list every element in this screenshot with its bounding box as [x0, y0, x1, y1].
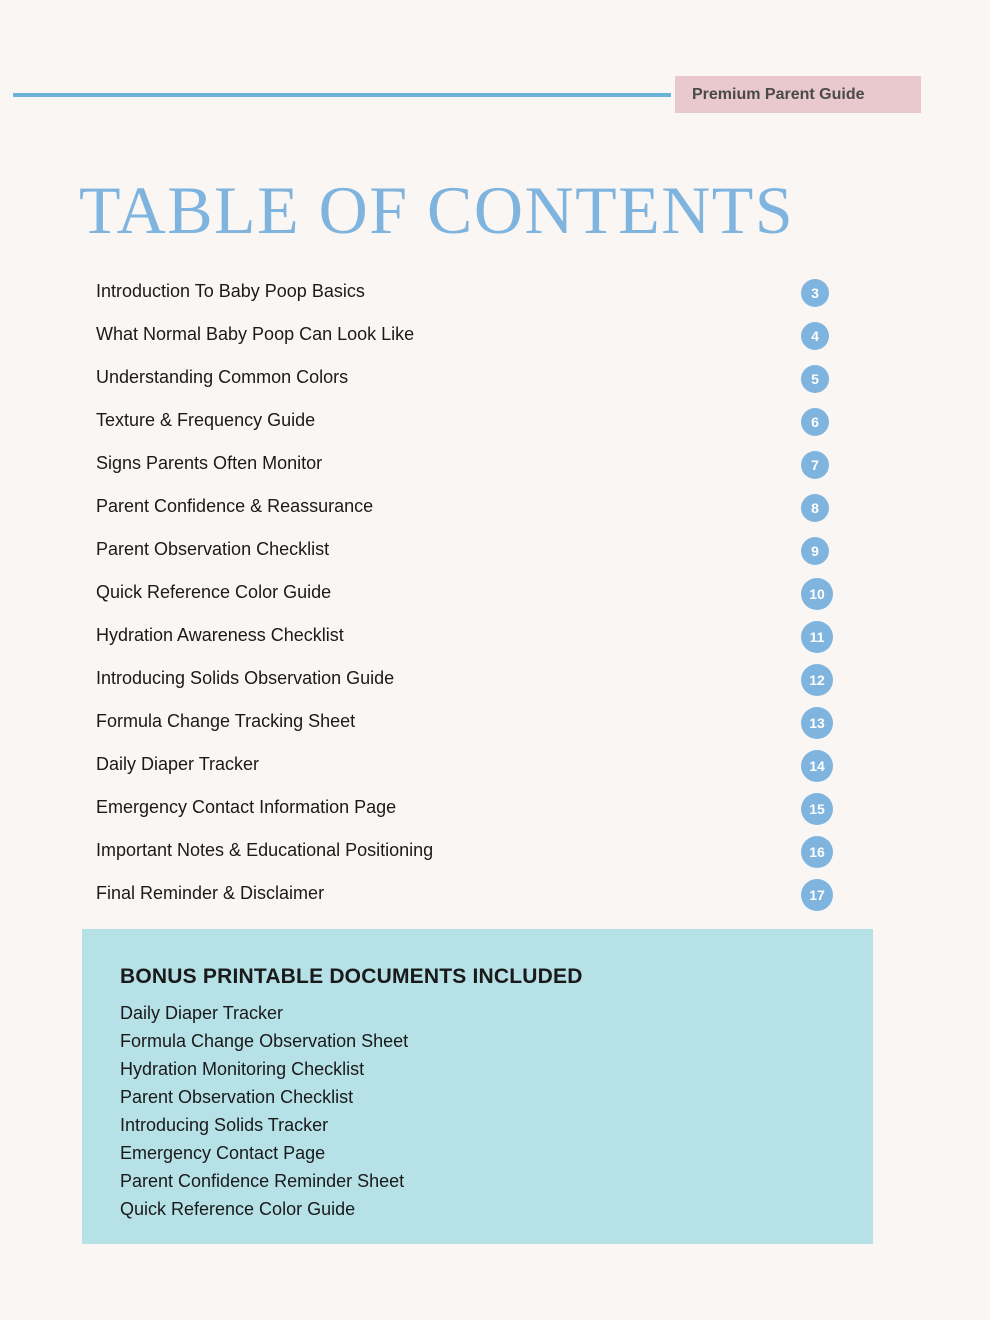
page-number-badge: 16: [801, 836, 833, 868]
bonus-document-item: Quick Reference Color Guide: [120, 1199, 356, 1219]
toc-entry[interactable]: [96, 700, 836, 743]
toc-entry-label: Important Notes & Educational Positioning: [96, 840, 434, 860]
toc-entry-label: Quick Reference Color Guide: [96, 582, 332, 602]
page-number-badge: 8: [801, 494, 829, 522]
page-number-badge: 9: [801, 537, 829, 565]
page-number-badge: 10: [801, 578, 833, 610]
page-number-badge: 11: [801, 621, 833, 653]
toc-entry-label: Parent Observation Checklist: [96, 539, 330, 559]
page-number-badge: 14: [801, 750, 833, 782]
bonus-document-item: Emergency Contact Page: [120, 1143, 326, 1163]
toc-entry-label: Parent Confidence & Reassurance: [96, 496, 374, 516]
toc-entry[interactable]: [96, 872, 836, 915]
bonus-document-item: Parent Confidence Reminder Sheet: [120, 1171, 405, 1191]
page-number-badge: 15: [801, 793, 833, 825]
toc-entry-label: Introducing Solids Observation Guide: [96, 668, 395, 688]
bonus-documents-panel: [82, 929, 873, 1244]
toc-entry[interactable]: [96, 786, 836, 829]
toc-entry[interactable]: [96, 313, 836, 356]
page-number-badge: 3: [801, 279, 829, 307]
toc-entry-label: Final Reminder & Disclaimer: [96, 883, 325, 903]
toc-entry-label: Introduction To Baby Poop Basics: [96, 281, 365, 301]
toc-entry[interactable]: [96, 829, 836, 872]
table-of-contents-list: [96, 270, 836, 915]
toc-entry-label: Emergency Contact Information Page: [96, 797, 397, 817]
bonus-document-item: Daily Diaper Tracker: [120, 1003, 284, 1023]
bonus-document-item: Introducing Solids Tracker: [120, 1115, 329, 1135]
toc-entry[interactable]: [96, 571, 836, 614]
toc-entry[interactable]: [96, 528, 836, 571]
toc-entry[interactable]: [96, 743, 836, 786]
premium-guide-tag: Premium Parent Guide: [675, 76, 921, 113]
page-number-badge: 17: [801, 879, 833, 911]
toc-entry-label: Understanding Common Colors: [96, 367, 349, 387]
page-number-badge: 13: [801, 707, 833, 739]
toc-entry[interactable]: [96, 485, 836, 528]
page-number-badge: 5: [801, 365, 829, 393]
page-number-badge: 6: [801, 408, 829, 436]
toc-entry-label: Formula Change Tracking Sheet: [96, 711, 356, 731]
toc-entry-label: Hydration Awareness Checklist: [96, 625, 344, 645]
toc-entry[interactable]: [96, 356, 836, 399]
toc-entry[interactable]: [96, 442, 836, 485]
page-number-badge: 7: [801, 451, 829, 479]
toc-entry-label: What Normal Baby Poop Can Look Like: [96, 324, 415, 344]
toc-entry[interactable]: [96, 270, 836, 313]
bonus-documents-list: [120, 999, 835, 1223]
bonus-title: BONUS PRINTABLE DOCUMENTS INCLUDED: [120, 965, 583, 988]
toc-entry[interactable]: [96, 399, 836, 442]
toc-entry-label: Signs Parents Often Monitor: [96, 453, 323, 473]
bonus-document-item: Parent Observation Checklist: [120, 1087, 354, 1107]
toc-entry-label: Texture & Frequency Guide: [96, 410, 316, 430]
page-number-badge: 4: [801, 322, 829, 350]
page-number-badge: 12: [801, 664, 833, 696]
toc-entry[interactable]: [96, 657, 836, 700]
page-title: TABLE OF CONTENTS: [79, 172, 795, 248]
bonus-document-item: Formula Change Observation Sheet: [120, 1031, 409, 1051]
toc-entry[interactable]: [96, 614, 836, 657]
header-rule: [13, 93, 671, 97]
bonus-document-item: Hydration Monitoring Checklist: [120, 1059, 365, 1079]
toc-entry-label: Daily Diaper Tracker: [96, 754, 260, 774]
